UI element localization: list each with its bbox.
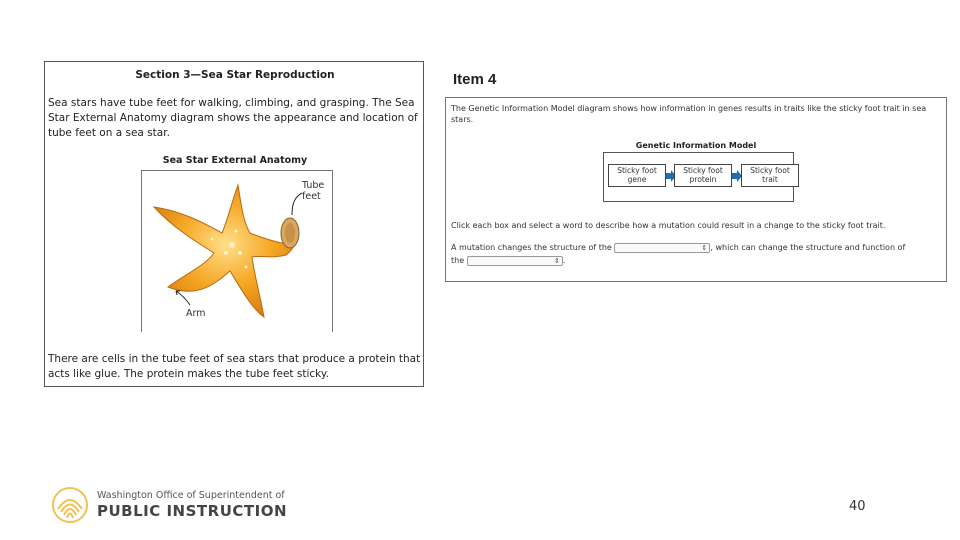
dropdown-1[interactable] — [614, 243, 710, 253]
page-number: 40 — [849, 499, 866, 514]
reading-passage-panel — [44, 61, 424, 387]
updown-chevron-icon: ⇕ — [553, 256, 560, 265]
ospi-logo-icon — [52, 487, 88, 523]
question-panel — [445, 97, 947, 282]
sentence-part1: A mutation changes the structure of the — [451, 243, 612, 252]
protein-box — [674, 164, 732, 187]
instructions-text: Click each box and select a word to describe how a mutation could result in a change to the sticky foot trait. — [451, 221, 886, 230]
tube-feet-label-line1: Tube — [302, 180, 325, 191]
arm-label: Arm — [186, 308, 206, 319]
gene-box — [608, 164, 666, 187]
gene-box-line1: Sticky foot — [617, 166, 657, 175]
protein-paragraph: There are cells in the tube feet of sea stars that produce a protein that acts like glue. The protein makes the tube feet sticky. — [48, 353, 421, 380]
protein-box-line1: Sticky foot — [683, 166, 723, 175]
dropdown-2[interactable] — [467, 256, 563, 266]
sentence-part3: the — [451, 256, 465, 265]
org-name-line1: Washington Office of Superintendent of — [97, 490, 285, 501]
tube-feet-label-line2: feet — [302, 191, 321, 202]
sentence-part2: , which can change the structure and function of — [710, 243, 906, 252]
genetic-model-diagram — [603, 152, 794, 202]
model-title: Genetic Information Model — [635, 141, 757, 150]
sentence-end: . — [562, 256, 566, 265]
answer-sentence — [451, 241, 943, 267]
tube-feet-label — [302, 180, 324, 202]
model-description: The Genetic Information Model diagram shows how information in genes results in traits like the sticky foot trait in sea stars. — [451, 104, 927, 124]
org-name-line2: PUBLIC INSTRUCTION — [97, 502, 288, 520]
updown-chevron-icon: ⇕ — [701, 243, 708, 252]
item-heading: Item 4 — [453, 71, 497, 88]
protein-box-line2: protein — [689, 174, 717, 184]
intro-paragraph: Sea stars have tube feet for walking, climbing, and grasping. The Sea Star External Anatomy diagram shows the appearance and location of tube feet on a sea star. — [48, 97, 418, 139]
trait-box-line1: Sticky foot — [750, 166, 790, 175]
section-title: Section 3—Sea Star Reproduction — [135, 69, 335, 81]
trait-box — [741, 164, 799, 187]
sea-star-diagram — [141, 170, 333, 332]
gene-box-line2: gene — [627, 174, 647, 184]
trait-box-line2: trait — [762, 174, 778, 184]
diagram-title: Sea Star External Anatomy — [162, 155, 308, 166]
